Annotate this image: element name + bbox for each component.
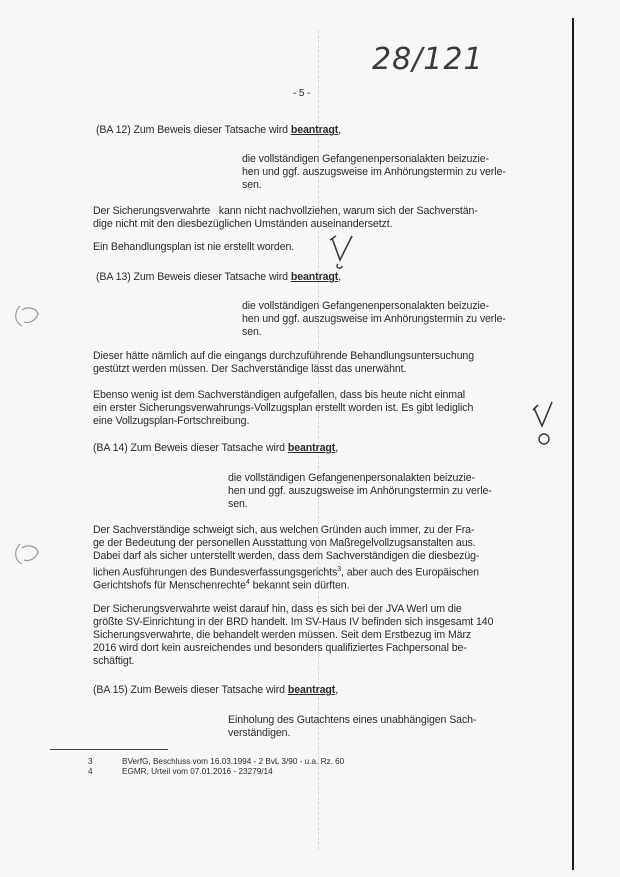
ba15-paragraph <box>93 684 338 697</box>
footnote-4-number: 4 <box>88 767 93 776</box>
ba13-beantragt: beantragt <box>290 271 339 283</box>
p1-line-2: dige nicht mit den diesbezüglichen Umständen auseinandersetzt. <box>93 218 393 230</box>
ba14-akten-line-1: die vollständigen Gefangenenpersonalakten beizuzie- <box>228 472 475 484</box>
p3-line-2: gestützt werden müssen. Der Sachverständige lässt das unerwähnt. <box>93 363 407 375</box>
ba12-akten-line-2: hen und ggf. auszugsweise im Anhörungstermin zu verle- <box>242 166 506 178</box>
punch-hole-top <box>12 302 42 330</box>
p6-line-1: Der Sicherungsverwahrte weist darauf hin, dass es sich bei der JVA Werl um die <box>93 603 462 615</box>
gutachten-line-1: Einholung des Gutachtens eines unabhängigen Sach- <box>228 714 477 726</box>
ba12-akten-line-1: die vollständigen Gefangenenpersonalakten beizuzie- <box>242 153 489 165</box>
handwritten-stamp: 28/121 <box>372 42 484 77</box>
p6-line-3: Sicherungsverwahrte, die behandelt werden müssen. Seit dem Erstbezug im März <box>93 629 472 641</box>
ba14-beantragt: beantragt <box>287 442 336 454</box>
p5-line-2: ge der Bedeutung der personellen Ausstattung von Maßregelvollzugsanstalten aus. <box>93 537 476 549</box>
footnote-ref-4: 4 <box>245 579 250 586</box>
handwritten-check-mark-1 <box>326 232 360 272</box>
footnote-3-number: 3 <box>88 757 93 766</box>
p4-line-2: ein erster Sicherungsverwahrungs-Vollzugsplan erstellt worden ist. Es gibt lediglich <box>93 402 474 414</box>
ba15-comma: , <box>335 684 339 696</box>
ba12-intro: (BA 12) Zum Beweis dieser Tatsache wird <box>96 124 288 136</box>
footnote-separator <box>50 749 168 750</box>
p4-line-3: eine Vollzugsplan-Fortschreibung. <box>93 415 250 427</box>
p1-line-1: Der Sicherungsverwahrte kann nicht nachvollziehen, warum sich der Sachverstän- <box>93 205 478 217</box>
p5-line-5-rest: bekannt sein dürften. <box>249 579 350 592</box>
ba14-akten-line-2: hen und ggf. auszugsweise im Anhörungstermin zu verle- <box>228 485 492 497</box>
p5-line-3: Dabei darf als sicher unterstellt werden, dass dem Sachverständigen die diesbezüg- <box>93 550 480 562</box>
p5-line-5 <box>93 576 349 593</box>
p6-line-4: 2016 wird dort kein ausreichendes und besonders qualifiziertes Fachpersonal be- <box>93 642 467 654</box>
handwritten-check-mark-2 <box>530 400 560 450</box>
gutachten-line-2: verständigen. <box>228 727 291 739</box>
ba12-akten-line-3: sen. <box>242 179 262 191</box>
p4-line-1: Ebenso wenig ist dem Sachverständigen aufgefallen, dass bis heute nicht einmal <box>93 389 466 401</box>
ba12-comma: , <box>338 124 342 136</box>
ba13-comma: , <box>338 271 342 283</box>
p2-line: Ein Behandlungsplan ist nie erstellt worden. <box>93 241 295 253</box>
ba13-akten-line-1: die vollständigen Gefangenenpersonalakten beizuzie- <box>242 300 489 312</box>
footnote-4-text: EGMR, Urteil vom 07.01.2016 - 23279/14 <box>122 767 273 776</box>
ba14-comma: , <box>335 442 339 454</box>
p5-line-4-rest: , aber auch des Europäischen <box>341 566 479 579</box>
page-number: - 5 - <box>293 88 311 99</box>
ba13-akten-line-3: sen. <box>242 326 262 338</box>
ba12-paragraph <box>96 124 341 137</box>
punch-hole-bottom <box>12 540 42 568</box>
p5-line-5-text: Gerichtshofs für Menschenrechte <box>93 579 246 592</box>
ba13-paragraph <box>96 271 341 284</box>
p6-line-5: schäftigt. <box>93 655 135 667</box>
ba14-intro: (BA 14) Zum Beweis dieser Tatsache wird <box>93 442 285 454</box>
footnote-3-text: BVerfG, Beschluss vom 16.03.1994 - 2 BvL 3/90 - u.a. Rz. 60 <box>122 757 345 766</box>
ba13-intro: (BA 13) Zum Beweis dieser Tatsache wird <box>96 271 288 283</box>
footnote-ref-3: 3 <box>337 566 342 573</box>
p5-line-1: Der Sachverständige schweigt sich, aus welchen Gründen auch immer, zu der Fra- <box>93 524 475 536</box>
ba14-akten-line-3: sen. <box>228 498 248 510</box>
ba12-beantragt: beantragt <box>290 124 339 136</box>
paper-edge-shadow <box>572 18 574 870</box>
ba15-intro: (BA 15) Zum Beweis dieser Tatsache wird <box>93 684 285 696</box>
p3-line-1: Dieser hätte nämlich auf die eingangs durchzuführende Behandlungsuntersuchung <box>93 350 475 362</box>
ba13-akten-line-2: hen und ggf. auszugsweise im Anhörungstermin zu verle- <box>242 313 506 325</box>
ba15-beantragt: beantragt <box>287 684 336 696</box>
ba14-paragraph <box>93 442 338 455</box>
p6-line-2: größte SV-Einrichtung in der BRD handelt. Im SV-Haus IV befinden sich insgesamt 140 <box>93 616 494 628</box>
p5-line-4-text: lichen Ausführungen des Bundesverfassungsgerichts <box>93 566 338 579</box>
